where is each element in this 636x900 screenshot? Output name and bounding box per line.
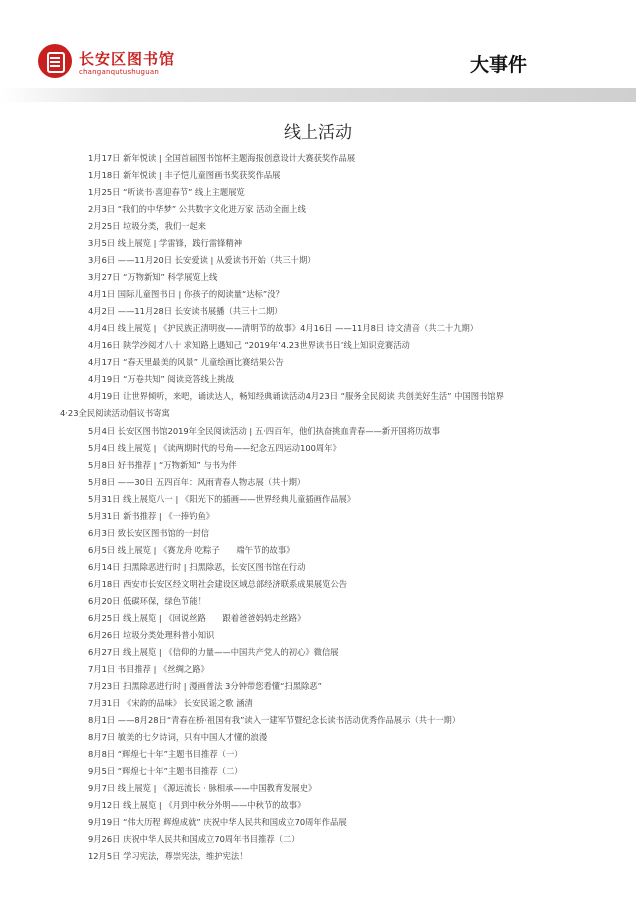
event-item: 4月2日 ——11月28日 长安读书展播（共三十二期） — [88, 306, 283, 317]
event-item: 7月23日 扫黑除恶进行时 | 漫画普法 3分钟带您看懂“扫黑除恶” — [88, 680, 322, 691]
event-item: 6月27日 线上展览 | 《信仰的力量——中国共产党人的初心》微信展 — [88, 646, 339, 657]
event-item: 7月1日 书目推荐 | 《丝绸之路》 — [88, 663, 209, 674]
event-item: 9月5日 “辉煌七十年”主题书目推荐（二） — [88, 766, 243, 777]
event-item: 8月1日 ——8月28日“青春在桥·祖国有我”读入一建军节暨纪念长读书活动优秀作品展示（共十一期） — [88, 715, 461, 726]
event-item: 2月3日 “我们的中华梦” 公共数字文化进万家 活动全面上线 — [88, 204, 306, 215]
event-item: 6月26日 垃圾分类处理科普小知识 — [88, 629, 215, 640]
event-item: 9月26日 庆祝中华人民共和国成立70周年书目推荐（二） — [88, 834, 300, 845]
event-item: 4月1日 国际儿童图书日 | 你孩子的阅读量“达标”没？ — [88, 289, 284, 300]
event-item: 1月17日 新年悦读 | 全国首届图书馆杯主题海报创意设计大赛获奖作品展 — [88, 153, 356, 163]
header-band — [0, 88, 636, 102]
section-title: 大事件 — [470, 54, 528, 76]
event-item: 5月8日 好书推荐 | “万物新知” 与书为伴 — [88, 459, 237, 470]
event-item: 1月18日 新年悦读 | 丰子恺儿童图画书奖获奖作品展 — [88, 170, 281, 181]
event-item: 9月19日 “伟大历程 辉煌成就” 庆祝中华人民共和国成立70周年作品展 — [88, 817, 347, 828]
event-list — [60, 150, 608, 865]
event-item: 4月4日 线上展览 | 《护民族正清明夜——清明节的故事》4月16日 ——11月8日 诗文清音（共二十九期） — [88, 323, 479, 334]
event-item: 7月31日 《宋韵的品味》 长安民谣之歌 涵清 — [88, 698, 253, 708]
event-item: 4月19日 “万卷共知” 阅读竞答线上挑战 — [88, 374, 234, 385]
library-pinyin: changanqutushuguan — [79, 68, 159, 76]
event-item: 6月14日 扫黑除恶进行时 | 扫黑除恶，长安区图书馆在行动 — [88, 561, 306, 572]
event-item: 6月25日 线上展览 | 《回说丝路 跟着爸爸妈妈走丝路》 — [88, 612, 306, 623]
event-item: 9月12日 线上展览 | 《月到中秋分外明——中秋节的故事》 — [88, 800, 306, 811]
event-item: 3月27日 “万物新知” 科学展览上线 — [88, 272, 218, 283]
event-item: 6月3日 致长安区图书馆的一封信 — [88, 527, 210, 538]
event-item: 8月7日 敏美的七夕诗词，只有中国人才懂的浪漫 — [88, 732, 268, 743]
event-item: 6月20日 低碳环保，绿色节能！ — [88, 595, 207, 606]
event-item: 3月6日 ——11月20日 长安爱读 | 从爱读书开始（共三十期） — [88, 255, 316, 266]
event-item: 8月8日 “辉煌七十年”主题书目推荐（一） — [88, 749, 243, 760]
event-item: 4月17日 “春天里最美的风景” 儿童绘画比赛结果公告 — [88, 357, 284, 368]
event-item: 5月4日 线上展览 | 《读两期时代的号角——纪念五四运动100周年》 — [88, 442, 341, 453]
event-item: 5月4日 长安区图书馆2019年全民阅读活动 | 五·四百年，他们执奋挑血青春——新开国将历故事 — [88, 425, 441, 436]
event-item: 6月5日 线上展览 | 《赛龙舟 吃粽子 端午节的故事》 — [88, 544, 295, 555]
library-name: 长安区图书馆 — [79, 50, 176, 68]
event-item: 5月31日 新书推荐 | 《一捧钓鱼》 — [88, 510, 215, 521]
event-item: 1月25日 “听读书·喜迎春节” 线上主题展览 — [88, 187, 245, 198]
event-item: 3月5日 线上展览 | 学雷锋，践行雷锋精神 — [88, 238, 243, 249]
library-logo-icon — [38, 44, 72, 78]
page-header — [0, 0, 636, 100]
event-item: 4月19日 让世界倾听，来吧，诵读达人，畅知经典诵读活动4月23日 “服务全民阅读 共创美好生活” 中国图书馆界 — [88, 391, 504, 402]
event-item: 4月16日 陕学沙阅才八十 求知路上遇知己 “2019年‘4.23世界读书日’线上知识竞赛活动 — [88, 340, 410, 351]
event-item: 4·23全民阅读活动倡议书寄寓 — [60, 408, 170, 419]
event-item: 5月8日 ——30日 五四百年：风雨青春人物志展（共十期） — [88, 476, 306, 487]
event-item: 6月18日 西安市长安区经文明社会建设区域总部经济联系成果展览公告 — [88, 578, 348, 589]
event-item: 5月31日 线上展览八一 | 《阳光下的插画——世界经典儿童插画作品展》 — [88, 493, 356, 504]
event-item: 12月5日 学习宪法，尊崇宪法，维护宪法！ — [88, 851, 248, 862]
page-title: 线上活动 — [284, 123, 352, 143]
event-item: 9月7日 线上展览 | 《源远流长 · 脉相承——中国教育发展史》 — [88, 783, 317, 794]
event-item: 2月25日 垃圾分类，我们一起来 — [88, 221, 207, 232]
